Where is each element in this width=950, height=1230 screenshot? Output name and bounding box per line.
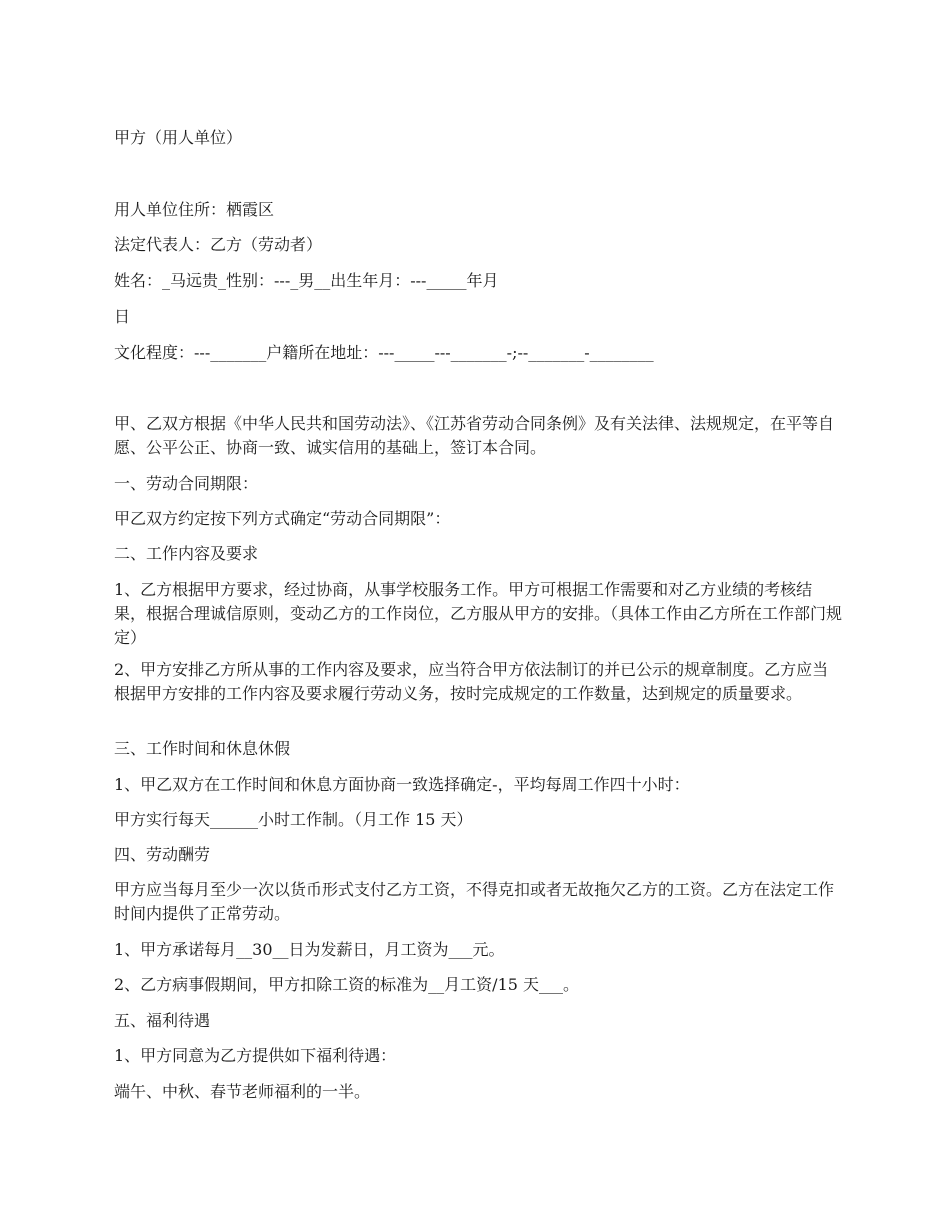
intro-paragraph: 甲、乙双方根据《中华人民共和国劳动法》、《江苏省劳动合同条例》及有关法律、法规规定，在平等自愿、公平公正、协商一致、诚实信用的基础上，签订本合同。 xyxy=(114,414,835,457)
day-label: 日 xyxy=(114,307,131,326)
education-and-residence: 文化程度：---_______户籍所在地址：---_____---_______-;--_______-________ xyxy=(114,343,654,362)
employer-address: 用人单位住所：栖霞区 xyxy=(114,200,275,219)
section-2-paragraph-2: 2、甲方安排乙方所从事的工作内容及要求，应当符合甲方依法制订的并已公示的规章制度。乙方应当根据甲方安排的工作内容及要求履行劳动义务，按时完成规定的工作数量，达到规定的质量要求。 xyxy=(114,660,829,703)
section-2-title: 二、工作内容及要求 xyxy=(114,544,259,563)
section-4-paragraph-3: 2、乙方病事假期间，甲方扣除工资的标准为__月工资/15 天___。 xyxy=(114,975,580,994)
section-4-title: 四、劳动酬劳 xyxy=(114,845,211,864)
section-5-title: 五、福利待遇 xyxy=(114,1011,211,1030)
section-5-paragraph-2: 端午、中秋、春节老师福利的一半。 xyxy=(114,1082,371,1101)
personal-info: 姓名：_马远贵_性别：---_男__出生年月：---_____年月 xyxy=(114,271,499,290)
section-4-paragraph-2: 1、甲方承诺每月__30__日为发薪日，月工资为___元。 xyxy=(114,940,505,959)
section-2-paragraph-1: 1、乙方根据甲方要求，经过协商，从事学校服务工作。甲方可根据工作需要和对乙方业绩的考核结果，根据合理诚信原则，变动乙方的工作岗位，乙方服从甲方的安排。（具体工作由乙方所在工作部门规定） xyxy=(114,580,843,647)
section-5-paragraph-1: 1、甲方同意为乙方提供如下福利待遇： xyxy=(114,1046,397,1065)
section-3-paragraph-1: 1、甲乙双方在工作时间和休息方面协商一致选择确定-，平均每周工作四十小时： xyxy=(114,775,690,794)
section-3-title: 三、工作时间和休息休假 xyxy=(114,739,291,758)
section-3-paragraph-2: 甲方实行每天______小时工作制。（月工作 15 天） xyxy=(114,810,473,829)
section-1-title: 一、劳动合同期限： xyxy=(114,474,259,493)
section-1-paragraph: 甲乙双方约定按下列方式确定“劳动合同期限”： xyxy=(114,509,451,528)
legal-representative: 法定代表人：乙方（劳动者） xyxy=(114,235,323,254)
section-4-paragraph-1: 甲方应当每月至少一次以货币形式支付乙方工资，不得克扣或者无故拖欠乙方的工资。乙方在法定工作时间内提供了正常劳动。 xyxy=(114,880,835,923)
party-a-label: 甲方（用人单位） xyxy=(114,128,243,147)
